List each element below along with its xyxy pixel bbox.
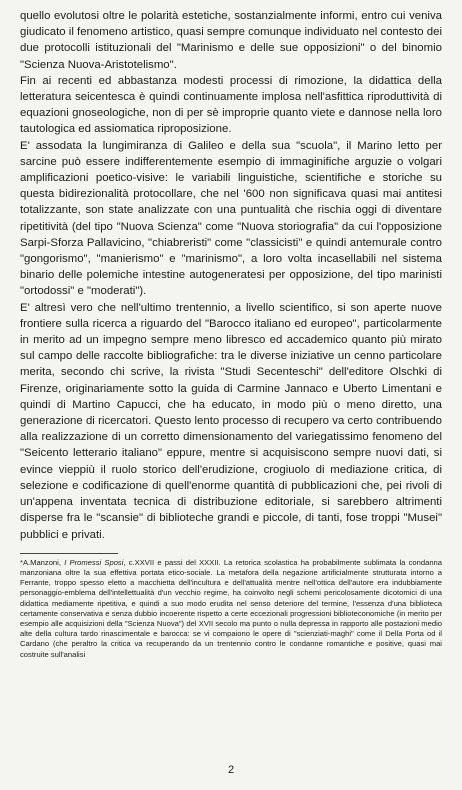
paragraph: E' assodata la lungimiranza di Galileo e della sua "scuola", il Marino letto per sarcine può essere indifferentemente esempio di immaginifiche arguzie o volgari amplificazioni poetico-visive: le variabili linguistiche, scientifiche e storiche su questa bidirezionalità protocollare, che nel '600 non significava quasi mai antitesi totalizzante, son state analizzate con una puntualità che rischia oggi di diventare ripetitività (del tipo "Nuova Scienza" come "Nuova storiografia" da cui l'opposizione Sarpi-Sforza Pallavicino, "chiabreristi" come "classicisti" e quindi antemurale contro "gongorismo", "manierismo" e "marinismo", a loro volta incasellabili nel sistema binario delle polemiche intestine autogeneratesi per opposizione, del tipo marinisti "ortodossi" e "moderati"). [20, 139, 442, 298]
main-text [20, 8, 442, 543]
paragraph: quello evolutosi oltre le polarità estetiche, sostanzialmente informi, entro cui veniva giudicato il fenomeno artistico, quasi sempre comunque individuato nel contesto dei due protocolli istituzionali del "Marinismo e delle sue opposizioni" o del binomio "Scienza Nuova-Aristotelismo". [20, 10, 442, 71]
footnote-text: , c.XXVII e passi del XXXII. La retorica scolastica ha probabilmente sublimata la condanna manzoniana oltre la sua effettiva portata etico-sociale. La metafora della negazione artificialmente strutturata intorno a Ferrante, troppo spesso eletto a macchietta dell'incultura e dell'attualità mentre nell'ottica dell'autore era indubbiamente personaggio-emblema dell'intellettualità d'un vecchio regime, ha coinvolto negli schemi pericolosamente dicotomici di una didattica mediamente ripetitiva, e quindi a suo modo erudita nel senso deteriore del termine, l'essenza d'una biblioteca certamente conservativa e senza dubbio incoerente rispetto a certe eccezionali progressioni biblioteconomiche (in merito per esempio alle acquisizioni della "Scienza Nuova") del XVII secolo ma punto o nulla depressa in rapporto alle postazioni medio alte della cultura tardo rinascimentale e barocca: se vi compaiono le opere di "scienziati-maghi" come il Della Porta od il Cardano (che peraltro la critica va recuperando da un trentennio contro le condanne romantiche e positive, quasi mai costruite sull'analisi [20, 557, 442, 659]
footnote-prefix: *A.Manzoni, [20, 557, 65, 567]
page-number: 2 [227, 764, 235, 776]
paragraph: E' altresì vero che nell'ultimo trentennio, a livello scientifico, si son aperte nuove frontiere sulla ricerca a riguardo del "Barocco italiano ed europeo", particolarmente in merito ad un impegno sempre meno libresco ed accademico quanto più mirato sul campo delle raccolte bibliografiche: tra le diverse iniziative un cenno particolare merita, secondo chi scrive, la rivista "Studi Secenteschi" dell'editore Olschki di Firenze, originariamente sotto la guida di Carmine Jannaco e Uberto Limentani e quindi di Martino Capucci, che ha educato, in modo più o meno diretto, una generazione di ricercatori. Questo lento processo di recupero va certo contribuendo alla realizzazione di un corretto dimensionamento del variegatissimo fenomeno del "Seicento letterario italiano" eppure, mentre si acquisiscono sempre nuovi dati, si evince vieppiù il ruolo storico dell'erudizione, crogiuolo di mediazione critica, di selezione e codificazione di quell'enorme quantità di pubblicazioni che, pei rivoli di un'appena inventata tecnica di distribuzione editoriale, si sarebbero altrimenti disperse fra le "scansie" di biblioteche grandi e piccole, di tanti, fose troppi "Musei" pubblici e privati. [20, 301, 442, 541]
footnote-title: I Promessi Sposi [64, 557, 124, 567]
paragraph: Fin ai recenti ed abbastanza modesti processi di rimozione, la didattica della letteratura seicentesca è quindi continuamente implosa nell'asfittica riproduttività di equazioni gnoseologiche, non di per sè improprie quanto viete e dannose nella loro tautologica ed assiomatica riproposizione. [20, 74, 442, 136]
footnote [20, 558, 442, 660]
footnote-divider [20, 553, 118, 554]
